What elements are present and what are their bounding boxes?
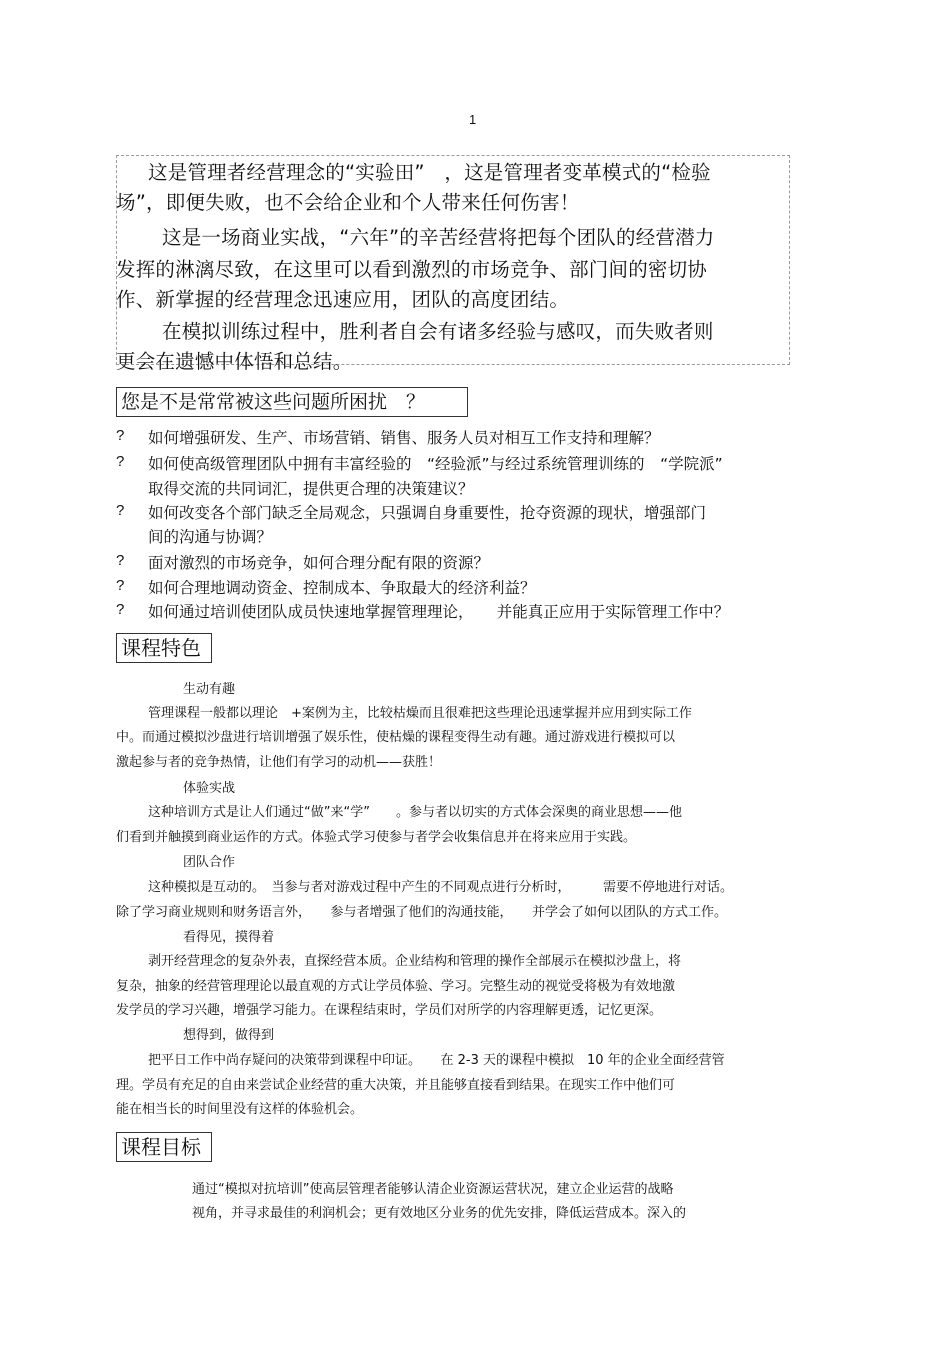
feature-text: 管理课程一般都以理论 +案例为主，比较枯燥而且很难把这些理论迅速掌握并应用到实际工作 [148, 706, 692, 721]
question-mark: ? [116, 502, 125, 519]
question-item: 如何改变各个部门缺乏全局观念，只强调自身重要性，抢夺资源的现状，增强部门 [148, 504, 707, 522]
feature-text: 复杂，抽象的经营管理理论以最直观的方式让学员体验、学习。完整生动的视觉受将极为有效地激 [116, 979, 676, 994]
feature-title: 团队合作 [183, 855, 236, 870]
question-item: 如何使高级管理团队中拥有丰富经验的 “经验派”与经过系统管理训练的 “学院派” [148, 455, 723, 473]
feature-text: 发学员的学习兴趣，增强学习能力。在课程结束时，学员们对所学的内容理解更透，记忆更深。 [116, 1003, 663, 1018]
question-mark: ? [116, 552, 125, 569]
goals-heading: 课程目标 [116, 1132, 212, 1162]
goals-text: 视角，并寻求最佳的利润机会；更有效地区分业务的优先安排，降低运营成本。深入的 [192, 1206, 687, 1221]
question-item: 如何增强研发、生产、市场营销、销售、服务人员对相互工作支持和理解？ [148, 429, 660, 447]
feature-text: 理。学员有充足的自由来尝试企业经营的重大决策，并且能够直接看到结果。在现实工作中他们可 [116, 1078, 676, 1093]
feature-text: 剥开经营理念的复杂外表，直探经营本质。企业结构和管理的操作全部展示在模拟沙盘上，将 [148, 954, 682, 969]
question-mark: ? [116, 427, 125, 444]
intro-line: 发挥的淋漓尽致，在这里可以看到激烈的市场竞争、部门间的密切协 [116, 258, 708, 281]
feature-text: 把平日工作中尚存疑问的决策带到课程中印证。 在 2-3 天的课程中模拟 10 年的企业全面经营管 [148, 1053, 725, 1068]
questions-heading: 您是不是常常被这些问题所困扰 ？ [116, 387, 468, 417]
question-item: 如何通过培训使团队成员快速地掌握管理理论， 并能真正应用于实际管理工作中？ [148, 603, 730, 621]
intro-line: 在模拟训练过程中，胜利者自会有诸多经验与感叹，而失败者则 [162, 320, 714, 343]
feature-text: 激起参与者的竞争热情，让他们有学习的动机——获胜！ [116, 755, 442, 770]
intro-line: 作、新掌握的经营理念迅速应用，团队的高度团结。 [116, 288, 570, 311]
feature-title: 想得到，做得到 [183, 1028, 275, 1043]
question-item-cont: 间的沟通与协调？ [148, 528, 273, 546]
intro-line: 这是管理者经营理念的“实验田” ，这是管理者变革模式的“检验 [148, 161, 711, 184]
goals-text: 通过“模拟对抗培训”使高层管理者能够认清企业资源运营状况，建立企业运营的战略 [192, 1182, 674, 1197]
intro-line: 这是一场商业实战，“六年”的辛苦经营将把每个团队的经营潜力 [162, 226, 715, 249]
features-heading: 课程特色 [116, 633, 212, 663]
feature-text: 除了学习商业规则和财务语言外， 参与者增强了他们的沟通技能， 并学会了如何以团队的方式工作。 [116, 905, 728, 920]
feature-title: 生动有趣 [183, 682, 236, 697]
feature-title: 看得见，摸得着 [183, 930, 275, 945]
intro-line: 场”，即便失败，也不会给企业和个人带来任何伤害！ [116, 191, 580, 214]
question-item-cont: 取得交流的共同词汇，提供更合理的决策建议？ [148, 480, 474, 498]
page-number: 1 [469, 112, 477, 127]
question-item: 如何合理地调动资金、控制成本、争取最大的经济利益？ [148, 579, 536, 597]
intro-line: 更会在遗憾中体悟和总结。 [116, 350, 353, 373]
feature-text: 能在相当长的时间里没有这样的体验机会。 [116, 1102, 364, 1117]
feature-text: 这种模拟是互动的。 当参与者对游戏过程中产生的不同观点进行分析时， 需要不停地进行对话。 [148, 880, 734, 895]
question-item: 面对激烈的市场竞争，如何合理分配有限的资源？ [148, 554, 490, 572]
question-mark: ? [116, 577, 125, 594]
feature-text: 中。而通过模拟沙盘进行培训增强了娱乐性，使枯燥的课程变得生动有趣。通过游戏进行模拟可以 [116, 730, 676, 745]
feature-text: 们看到并触摸到商业运作的方式。体验式学习使参与者学会收集信息并在将来应用于实践。 [116, 830, 637, 845]
question-mark: ? [116, 601, 125, 618]
question-mark: ? [116, 453, 125, 470]
feature-title: 体验实战 [183, 781, 236, 796]
feature-text: 这种培训方式是让人们通过“做”来“学” 。参与者以切实的方式体会深奥的商业思想——他 [148, 805, 682, 820]
